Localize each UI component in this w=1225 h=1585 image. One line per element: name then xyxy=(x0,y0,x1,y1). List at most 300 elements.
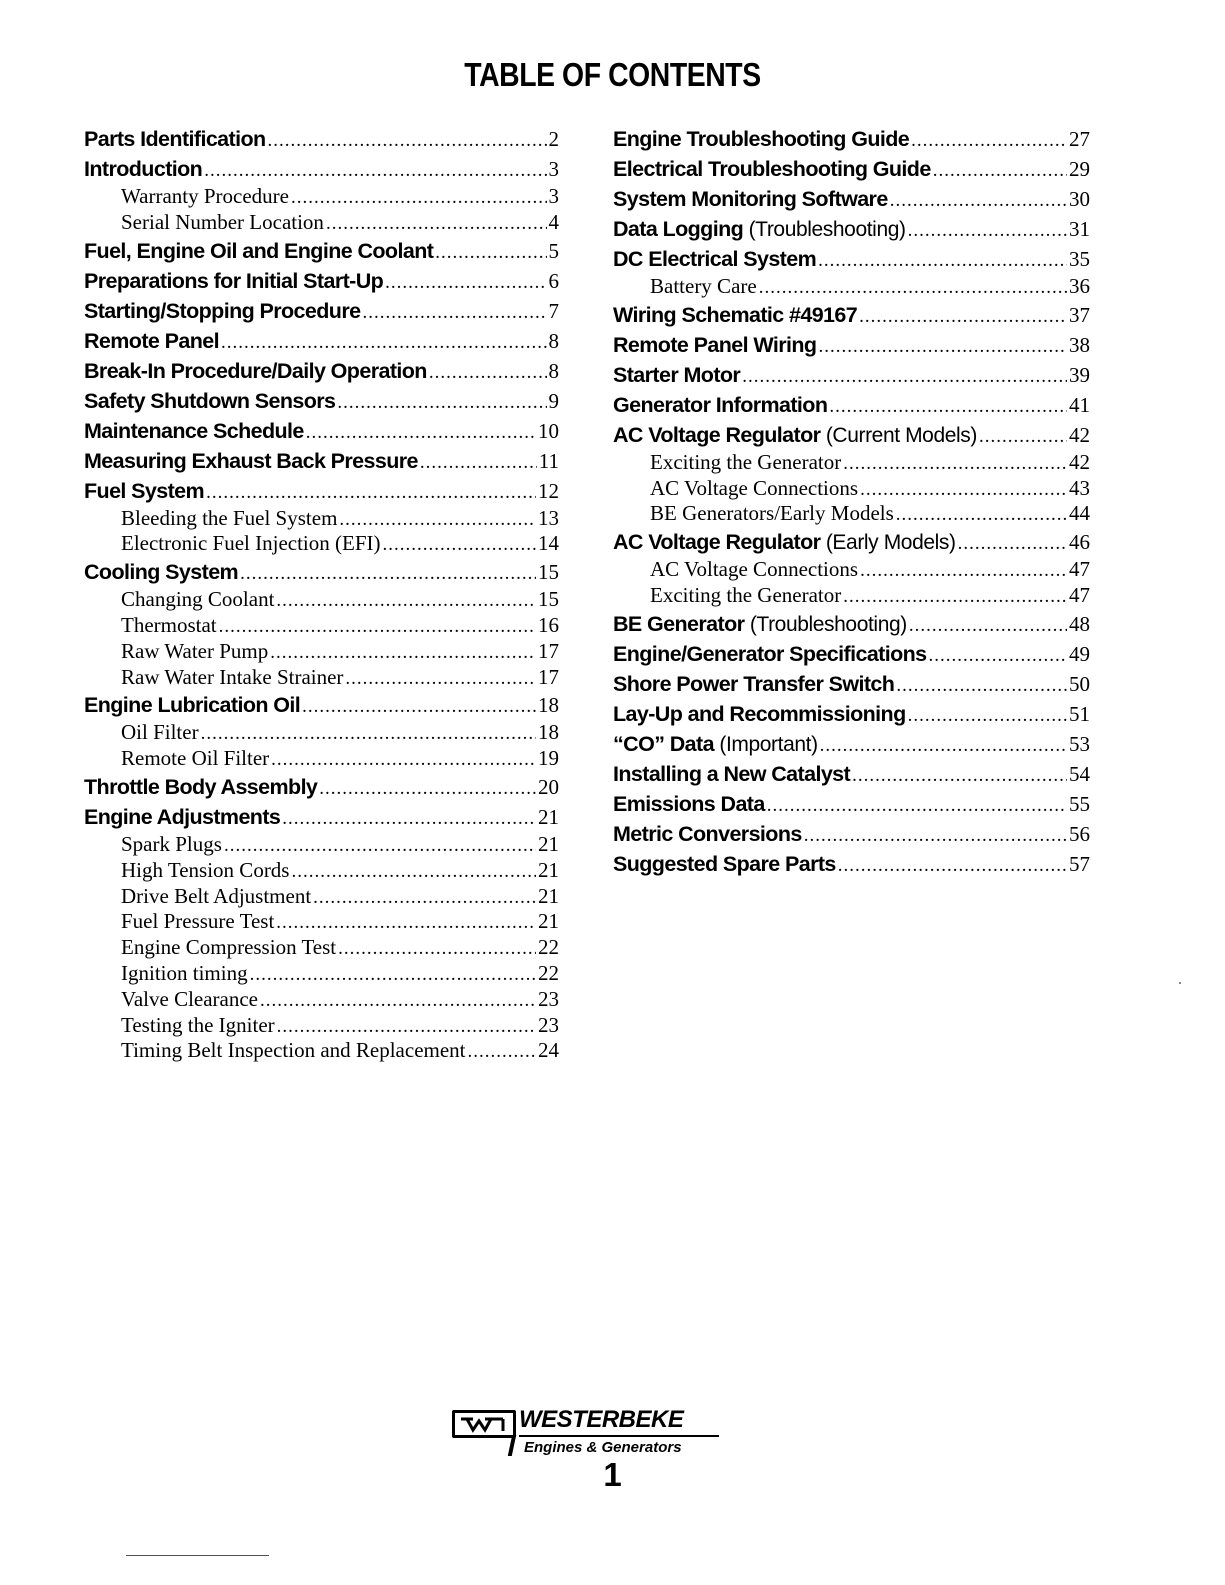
toc-entry[interactable] xyxy=(84,386,559,416)
toc-subentry[interactable] xyxy=(84,884,559,910)
toc-entry[interactable] xyxy=(84,266,559,296)
toc-page-number: 14 xyxy=(538,531,559,556)
toc-entry[interactable] xyxy=(613,527,1090,557)
toc-entry[interactable] xyxy=(613,639,1090,669)
toc-entry-title: Shore Power Transfer Switch xyxy=(613,671,895,696)
toc-entry[interactable] xyxy=(613,420,1090,450)
dot-leader xyxy=(337,388,546,418)
toc-page-number: 51 xyxy=(1069,701,1090,726)
dot-leader xyxy=(435,238,546,268)
toc-entry[interactable] xyxy=(613,184,1090,214)
dot-leader xyxy=(277,1014,536,1040)
toc-entry-title: Remote Panel Wiring xyxy=(613,332,817,357)
dot-leader xyxy=(339,507,536,533)
logo-rule xyxy=(519,1435,719,1437)
toc-page-number: 21 xyxy=(538,804,559,829)
toc-entry-label xyxy=(121,531,381,557)
dot-leader xyxy=(268,126,547,156)
dot-leader xyxy=(979,422,1067,452)
toc-subentry[interactable] xyxy=(613,450,1090,476)
toc-subentry-title: Battery Care xyxy=(650,274,757,298)
toc-entry-label xyxy=(613,360,740,393)
dot-leader xyxy=(468,1039,536,1065)
toc-subentry-title: Spark Plugs xyxy=(121,831,222,856)
toc-page-number: 46 xyxy=(1069,530,1090,555)
toc-subentry[interactable] xyxy=(84,858,559,884)
toc-page-number: 16 xyxy=(538,612,559,637)
toc-page-number: 44 xyxy=(1069,501,1090,526)
toc-subentry-title: Raw Water Pump xyxy=(121,638,269,663)
toc-entry[interactable] xyxy=(613,849,1090,879)
dot-leader xyxy=(319,774,536,804)
toc-entry-label xyxy=(121,987,258,1013)
toc-entry-title: Remote Panel xyxy=(84,328,219,353)
toc-subentry-title: Changing Coolant xyxy=(121,587,275,612)
toc-page-number: 53 xyxy=(1069,731,1090,756)
toc-page-number: 8 xyxy=(548,358,559,383)
toc-entry-label xyxy=(613,154,931,187)
toc-subentry[interactable] xyxy=(84,935,559,961)
toc-subentry-title: Remote Oil Filter xyxy=(121,746,270,771)
toc-entry-label xyxy=(613,420,977,453)
toc-subentry[interactable] xyxy=(613,557,1090,583)
toc-entry[interactable] xyxy=(613,819,1090,849)
toc-entry-label xyxy=(613,759,850,792)
dot-leader xyxy=(896,502,1067,528)
toc-entry[interactable] xyxy=(613,390,1090,420)
toc-entry-title: Introduction xyxy=(84,157,203,181)
brand-name: WESTERBEKE xyxy=(519,1406,684,1433)
toc-entry-label xyxy=(84,802,280,835)
toc-entry[interactable] xyxy=(613,330,1090,360)
toc-entry-title: Installing a New Catalyst xyxy=(613,761,851,786)
toc-subentry[interactable] xyxy=(84,987,559,1013)
dot-leader xyxy=(219,614,536,640)
dot-leader xyxy=(429,358,547,388)
toc-entry-label xyxy=(84,476,204,509)
toc-entry-label xyxy=(613,527,956,560)
toc-page-number: 10 xyxy=(538,418,559,443)
toc-page-number: 54 xyxy=(1069,761,1090,786)
toc-entry-title: Preparations for Initial Start-Up xyxy=(84,268,384,293)
dot-leader xyxy=(420,448,537,478)
toc-entry-label xyxy=(84,446,418,479)
toc-subentry-title: Electronic Fuel Injection (EFI) xyxy=(121,531,381,556)
dot-leader xyxy=(313,885,536,911)
page-title: TABLE OF CONTENTS xyxy=(464,56,761,93)
dot-leader xyxy=(909,611,1067,641)
toc-subentry[interactable] xyxy=(84,531,559,557)
dot-leader xyxy=(282,804,536,834)
toc-entry-title: Engine/Generator Specifications xyxy=(613,641,927,666)
dot-leader xyxy=(206,478,536,508)
toc-entry-label xyxy=(650,274,757,300)
toc-page-number: 35 xyxy=(1069,247,1090,271)
toc-entry-title: Engine Lubrication Oil xyxy=(84,693,301,718)
toc-entry-label xyxy=(650,501,894,527)
toc-entry-title: Throttle Body Assembly xyxy=(84,774,318,799)
toc-entry-title: Metric Conversions xyxy=(613,821,802,846)
toc-entry-label xyxy=(121,909,274,935)
toc-subentry-title: AC Voltage Connections xyxy=(650,475,859,500)
toc-page-number: 3 xyxy=(548,184,559,208)
toc-entry-label xyxy=(84,690,300,723)
toc-entry-label xyxy=(613,390,827,423)
toc-page-number: 3 xyxy=(548,157,559,181)
toc-subentry-title: Timing Belt Inspection and Replacement xyxy=(121,1038,466,1063)
dot-leader xyxy=(958,529,1067,559)
dot-leader xyxy=(260,988,536,1014)
toc-subentry[interactable] xyxy=(84,210,559,236)
toc-entry-label xyxy=(84,326,219,359)
toc-entry[interactable] xyxy=(613,214,1090,244)
toc-entry-label xyxy=(84,356,427,389)
toc-page-number: 37 xyxy=(1069,302,1090,327)
toc-page-number: 23 xyxy=(538,1012,559,1037)
dot-leader xyxy=(383,532,537,558)
dot-leader xyxy=(829,392,1067,422)
toc-subentry-title: Exciting the Generator xyxy=(650,582,842,607)
toc-subentry[interactable] xyxy=(84,1038,559,1064)
toc-entry[interactable] xyxy=(613,124,1090,154)
toc-page-number: 48 xyxy=(1069,611,1090,636)
dot-leader xyxy=(742,362,1067,392)
toc-subentry[interactable] xyxy=(84,613,559,639)
toc-page-number: 8 xyxy=(548,328,559,353)
toc-entry-label xyxy=(650,476,858,502)
toc-entry[interactable] xyxy=(613,759,1090,789)
dot-leader xyxy=(843,451,1067,477)
footer-link-line xyxy=(126,1555,269,1556)
toc-entry-label xyxy=(613,789,765,822)
dot-leader xyxy=(860,558,1067,584)
toc-entry[interactable] xyxy=(84,446,559,476)
toc-subentry[interactable] xyxy=(84,639,559,665)
toc-subentry[interactable] xyxy=(84,961,559,987)
dot-leader xyxy=(818,332,1067,362)
toc-entry-label xyxy=(121,587,274,613)
toc-entry[interactable] xyxy=(84,154,559,184)
toc-page-number: 36 xyxy=(1069,274,1090,298)
toc-entry-label xyxy=(84,154,202,187)
toc-entry-label xyxy=(84,557,238,590)
toc-entry-title: Engine Adjustments xyxy=(84,804,281,829)
toc-entry-label xyxy=(613,214,906,247)
dot-leader xyxy=(221,328,547,358)
toc-page-number: 49 xyxy=(1069,641,1090,666)
toc-entry-title: DC Electrical System xyxy=(613,247,817,271)
toc-page-number: 42 xyxy=(1069,422,1090,447)
toc-page-number: 17 xyxy=(538,664,559,689)
toc-subentry[interactable] xyxy=(84,665,559,691)
toc-subentry[interactable] xyxy=(613,476,1090,502)
toc-entry-label xyxy=(121,746,269,772)
brand-tagline: Engines & Generators xyxy=(524,1439,682,1456)
toc-entry-label xyxy=(121,665,343,691)
toc-entry-title: AC Voltage Regulator xyxy=(613,422,821,447)
dot-leader xyxy=(838,851,1067,881)
toc-entry-label xyxy=(121,832,222,858)
toc-page-number: 2 xyxy=(548,127,559,151)
toc-page-number: 19 xyxy=(538,746,559,771)
toc-entry-title: Engine Troubleshooting Guide xyxy=(613,127,910,151)
toc-right-column xyxy=(613,124,1090,879)
toc-subentry-title: BE Generators/Early Models xyxy=(650,501,894,526)
toc-entry-label xyxy=(121,1013,275,1039)
toc-subentry-title: Engine Compression Test xyxy=(121,935,337,960)
toc-page-number: 20 xyxy=(538,774,559,799)
toc-entry-label xyxy=(84,124,266,157)
toc-subentry-title: AC Voltage Connections xyxy=(650,557,859,582)
toc-entry-qualifier: (Early Models) xyxy=(820,531,956,555)
dot-leader xyxy=(929,641,1067,671)
dot-leader xyxy=(933,156,1067,186)
toc-entry-label xyxy=(650,557,858,583)
toc-subentry-title: Bleeding the Fuel System xyxy=(121,505,338,530)
toc-entry-label xyxy=(121,935,336,961)
dot-leader xyxy=(767,791,1067,821)
dot-leader xyxy=(201,721,536,747)
toc-page-number: 15 xyxy=(538,560,559,585)
dot-leader xyxy=(204,156,546,186)
dot-leader xyxy=(820,731,1067,761)
toc-page-number: 7 xyxy=(548,298,559,323)
toc-entry-qualifier: (Troubleshooting) xyxy=(744,612,907,636)
toc-entry[interactable] xyxy=(613,154,1090,184)
toc-subentry[interactable] xyxy=(613,501,1090,527)
dot-leader xyxy=(911,126,1067,156)
toc-subentry[interactable] xyxy=(84,720,559,746)
toc-entry-title: AC Voltage Regulator xyxy=(613,530,821,555)
toc-entry[interactable] xyxy=(84,356,559,386)
toc-entry-label xyxy=(121,720,199,746)
toc-entry[interactable] xyxy=(613,609,1090,639)
toc-entry[interactable] xyxy=(84,802,559,832)
toc-subentry[interactable] xyxy=(84,506,559,532)
logo-stem xyxy=(508,1435,516,1456)
dot-leader xyxy=(818,246,1067,276)
toc-entry[interactable] xyxy=(613,300,1090,330)
toc-entry-title: Suggested Spare Parts xyxy=(613,851,836,876)
dot-leader xyxy=(270,640,536,666)
dot-leader xyxy=(276,910,536,936)
toc-entry-title: Break-In Procedure/Daily Operation xyxy=(84,358,427,383)
toc-subentry[interactable] xyxy=(84,909,559,935)
dot-leader xyxy=(896,671,1067,701)
toc-entry-title: Safety Shutdown Sensors xyxy=(84,388,336,413)
toc-page-number: 50 xyxy=(1069,671,1090,696)
toc-entry[interactable] xyxy=(613,669,1090,699)
toc-subentry[interactable] xyxy=(613,274,1090,300)
toc-page-number: 41 xyxy=(1069,392,1090,417)
dot-leader xyxy=(338,936,536,962)
toc-page-number: 31 xyxy=(1069,217,1090,241)
toc-subentry-title: High Tension Cords xyxy=(121,857,290,882)
toc-page-number: 5 xyxy=(548,238,559,263)
toc-entry-title: Parts Identification xyxy=(84,127,266,151)
toc-subentry[interactable] xyxy=(84,746,559,772)
dot-leader xyxy=(385,268,546,298)
w-emblem-icon xyxy=(452,1410,516,1438)
toc-entry[interactable] xyxy=(84,416,559,446)
toc-entry-label xyxy=(84,772,317,805)
toc-entry-label xyxy=(613,330,816,363)
toc-entry-title: System Monitoring Software xyxy=(613,187,888,211)
toc-page-number: 43 xyxy=(1069,475,1090,500)
dot-leader xyxy=(759,275,1067,301)
dot-leader xyxy=(291,185,547,211)
dot-leader xyxy=(326,211,547,237)
toc-entry[interactable] xyxy=(84,236,559,266)
toc-page-number: 27 xyxy=(1069,127,1090,151)
toc-page-number: 29 xyxy=(1069,157,1090,181)
toc-page-number: 47 xyxy=(1069,557,1090,582)
dot-leader xyxy=(804,821,1067,851)
toc-entry[interactable] xyxy=(84,476,559,506)
toc-page-number: 21 xyxy=(538,883,559,908)
toc-subentry[interactable] xyxy=(613,583,1090,609)
toc-entry-title: Fuel, Engine Oil and Engine Coolant xyxy=(84,238,434,263)
toc-page-number: 13 xyxy=(538,505,559,530)
toc-entry-label xyxy=(121,639,268,665)
toc-subentry[interactable] xyxy=(84,587,559,613)
dot-leader xyxy=(860,477,1067,503)
toc-page-number: 21 xyxy=(538,857,559,882)
toc-entry[interactable] xyxy=(84,557,559,587)
toc-entry[interactable] xyxy=(613,360,1090,390)
toc-page-number: 24 xyxy=(538,1038,559,1063)
toc-entry[interactable] xyxy=(613,729,1090,759)
toc-entry-title: BE Generator xyxy=(613,611,745,636)
toc-entry-label xyxy=(121,613,217,639)
westerbeke-logo xyxy=(452,1406,722,1462)
scan-speck xyxy=(1179,982,1181,984)
toc-entry-label xyxy=(121,858,289,884)
toc-subentry-title: Ignition timing xyxy=(121,960,248,985)
toc-entry-label xyxy=(84,266,383,299)
toc-entry-label xyxy=(613,609,907,642)
toc-entry[interactable] xyxy=(84,296,559,326)
toc-entry-label xyxy=(613,124,909,157)
toc-entry-title: Measuring Exhaust Back Pressure xyxy=(84,448,418,473)
toc-subentry-title: Thermostat xyxy=(121,612,217,637)
toc-entry[interactable] xyxy=(613,244,1090,274)
page-number: 1 xyxy=(603,1456,622,1493)
toc-subentry-title: Exciting the Generator xyxy=(650,449,842,474)
dot-leader xyxy=(908,216,1067,246)
dot-leader xyxy=(250,962,536,988)
dot-leader xyxy=(291,859,536,885)
toc-entry-title: Electrical Troubleshooting Guide xyxy=(613,157,931,181)
toc-entry-label xyxy=(650,450,841,476)
toc-entry-label xyxy=(84,416,304,449)
toc-entry-label xyxy=(121,961,248,987)
toc-entry-label xyxy=(84,386,335,419)
toc-page-number: 11 xyxy=(538,448,559,473)
toc-entry[interactable] xyxy=(84,690,559,720)
toc-page-number: 22 xyxy=(538,935,559,960)
toc-entry-label xyxy=(121,506,337,532)
dot-leader xyxy=(890,186,1067,216)
toc-entry-label xyxy=(650,583,841,609)
toc-entry-title: Maintenance Schedule xyxy=(84,418,304,443)
dot-leader xyxy=(271,747,536,773)
toc-entry[interactable] xyxy=(613,789,1090,819)
toc-entry-label xyxy=(84,296,360,329)
toc-entry-label xyxy=(613,244,816,277)
toc-subentry-title: Drive Belt Adjustment xyxy=(121,883,312,908)
toc-subentry-title: Oil Filter xyxy=(121,720,199,745)
toc-entry-title: Cooling System xyxy=(84,560,239,585)
toc-entry[interactable] xyxy=(84,124,559,154)
toc-subentry[interactable] xyxy=(84,1013,559,1039)
toc-subentry-title: Testing the Igniter xyxy=(121,1012,275,1037)
toc-entry-label xyxy=(121,210,324,236)
toc-page-number: 56 xyxy=(1069,821,1090,846)
toc-page-number: 12 xyxy=(538,478,559,503)
toc-subentry-title: Valve Clearance xyxy=(121,986,259,1011)
toc-entry-label xyxy=(613,639,927,672)
toc-page-number: 21 xyxy=(538,831,559,856)
toc-page-number: 15 xyxy=(538,587,559,612)
toc-subentry[interactable] xyxy=(84,184,559,210)
toc-entry-qualifier: (Important) xyxy=(713,732,818,756)
toc-page-number: 57 xyxy=(1069,851,1090,876)
dot-leader xyxy=(345,666,536,692)
toc-entry-label xyxy=(84,236,433,269)
toc-page-number: 18 xyxy=(538,720,559,745)
toc-page-number: 4 xyxy=(548,209,559,234)
toc-page-number: 23 xyxy=(538,986,559,1011)
toc-entry-label xyxy=(613,849,836,882)
toc-entry-label xyxy=(613,699,906,732)
toc-entry[interactable] xyxy=(613,699,1090,729)
toc-page-number: 39 xyxy=(1069,362,1090,387)
toc-subentry[interactable] xyxy=(84,832,559,858)
toc-entry-label xyxy=(121,184,289,210)
toc-entry-label xyxy=(613,184,888,217)
toc-page-number: 17 xyxy=(538,638,559,663)
toc-entry-qualifier: (Current Models) xyxy=(820,423,977,447)
toc-entry-label xyxy=(613,729,818,762)
toc-entry-title: Lay-Up and Recommissioning xyxy=(613,701,906,726)
dot-leader xyxy=(852,761,1067,791)
dot-leader xyxy=(908,701,1067,731)
toc-page-number: 9 xyxy=(548,388,559,413)
toc-entry-title: “CO” Data xyxy=(613,731,714,756)
toc-subentry-title: Serial Number Location xyxy=(121,209,324,234)
toc-entry-label xyxy=(613,819,802,852)
dot-leader xyxy=(302,692,536,722)
toc-entry-title: Wiring Schematic #49167 xyxy=(613,302,858,327)
dot-leader xyxy=(224,833,536,859)
dot-leader xyxy=(306,418,536,448)
toc-entry-title: Generator Information xyxy=(613,392,828,417)
toc-page-number: 18 xyxy=(538,693,559,718)
toc-page-number: 30 xyxy=(1069,187,1090,211)
dot-leader xyxy=(240,559,536,589)
dot-leader xyxy=(859,302,1067,332)
dot-leader xyxy=(362,298,546,328)
toc-entry[interactable] xyxy=(84,772,559,802)
toc-page-number: 38 xyxy=(1069,332,1090,357)
toc-subentry-title: Warranty Procedure xyxy=(121,184,289,208)
toc-entry-title: Fuel System xyxy=(84,478,205,503)
dot-leader xyxy=(276,588,536,614)
toc-entry[interactable] xyxy=(84,326,559,356)
toc-entry-label xyxy=(613,669,894,702)
toc-left-column xyxy=(84,124,559,1064)
